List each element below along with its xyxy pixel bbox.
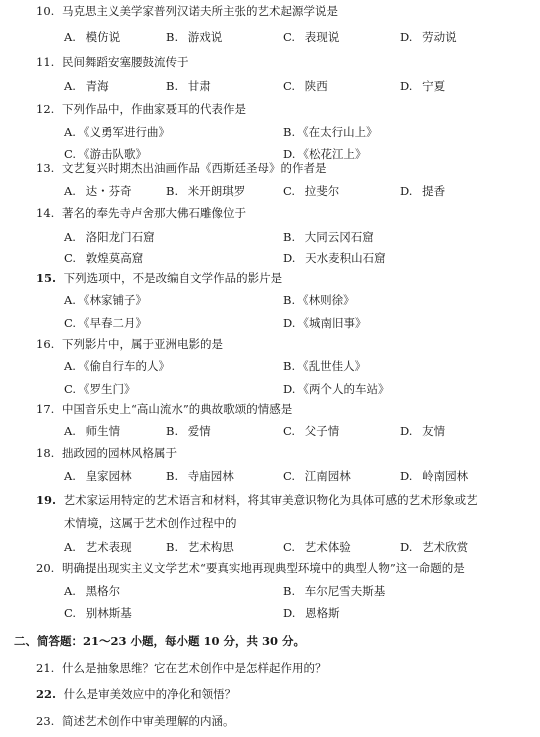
question-number: 15. (36, 271, 57, 285)
question-number: 18. (36, 446, 55, 460)
question-11-stem (36, 57, 188, 69)
option-b: B. 甘肃 (166, 79, 211, 93)
question-text: 术情境，这属于艺术创作过程中的 (64, 516, 237, 530)
question-text: 简述艺术创作中审美理解的内涵。 (61, 714, 235, 728)
question-text: 文艺复兴时期杰出油画作品《西斯廷圣母》的作者是 (61, 161, 327, 175)
option-c: C. 《罗生门》 (64, 382, 136, 396)
question-number: 11. (36, 55, 55, 69)
option-c: C. 艺术体验 (283, 540, 351, 554)
option-a: A. 青海 (64, 79, 109, 93)
question-text: 什么是审美效应中的净化和领悟？ (63, 687, 237, 701)
option-d: D. 提香 (400, 184, 446, 198)
option-d: D. 劳动说 (400, 30, 457, 44)
question-text: 明确提出现实主义文学艺术“要真实地再现典型环境中的典型人物”这一命题的是 (61, 561, 465, 575)
question-10-stem (36, 6, 338, 18)
option-c: C. 江南园林 (283, 469, 351, 483)
option-b: B. 寺庙园林 (166, 469, 234, 483)
question-number: 21. (36, 661, 55, 675)
option-a: A. 《义勇军进行曲》 (64, 125, 170, 139)
question-12-stem (36, 104, 246, 116)
option-d: D. 《城南旧事》 (283, 316, 367, 330)
question-number: 13. (36, 161, 55, 175)
option-c: C. 拉斐尔 (283, 184, 340, 198)
question-text: 什么是抽象思维？它在艺术创作中是怎样起作用的？ (61, 661, 327, 675)
question-number: 14. (36, 206, 55, 220)
question-number: 19. (36, 493, 57, 507)
option-b: B. 米开朗琪罗 (166, 184, 246, 198)
option-a: A. 皇家园林 (64, 469, 132, 483)
question-text: 拙政园的园林风格属于 (61, 446, 177, 460)
option-a: A. 《林家铺子》 (64, 293, 147, 307)
option-a: A. 洛阳龙门石窟 (64, 230, 155, 244)
option-b: B. 爱情 (166, 424, 211, 438)
question-text: 下列影片中，属于亚洲电影的是 (61, 337, 223, 351)
option-d: D. 岭南园林 (400, 469, 469, 483)
question-14-stem (36, 208, 246, 220)
question-18-stem (36, 448, 177, 460)
option-b: B. 《在太行山上》 (283, 125, 378, 139)
option-d: D. 艺术欣赏 (400, 540, 469, 554)
short-answer-22 (36, 689, 236, 701)
option-d: D. 宁夏 (400, 79, 446, 93)
question-number: 10. (36, 4, 55, 18)
section-title: 二、简答题：21～23 小题，每小题 10 分，共 30 分。 (14, 634, 306, 648)
question-19-stem-continued (64, 518, 237, 530)
question-number: 22. (36, 687, 57, 701)
question-text: 下列选项中，不是改编自文学作品的影片是 (63, 271, 283, 285)
question-15-stem (36, 273, 282, 285)
question-number: 20. (36, 561, 55, 575)
short-answer-21 (36, 663, 326, 675)
question-19-stem (36, 495, 478, 507)
question-number: 12. (36, 102, 55, 116)
option-b: B. 游戏说 (166, 30, 223, 44)
question-text: 中国音乐史上“高山流水”的典故歌颂的情感是 (61, 402, 293, 416)
option-d: D. 《松花江上》 (283, 147, 367, 161)
option-c: C. 敦煌莫高窟 (64, 251, 144, 265)
option-c: C. 《游击队歌》 (64, 147, 148, 161)
option-d: D. 天水麦积山石窟 (283, 251, 386, 265)
option-a: A. 艺术表现 (64, 540, 132, 554)
option-b: B. 车尔尼雪夫斯基 (283, 584, 386, 598)
option-a: A. 模仿说 (64, 30, 121, 44)
option-b: B. 《林则徐》 (283, 293, 355, 307)
option-c: C. 别林斯基 (64, 606, 132, 620)
question-17-stem (36, 404, 292, 416)
question-number: 16. (36, 337, 55, 351)
question-text: 民间舞蹈安塞腰鼓流传于 (61, 55, 189, 69)
question-text: 艺术家运用特定的艺术语言和材料，将其审美意识物化为具体可感的艺术形象或艺 (63, 493, 478, 507)
option-a: A. 师生情 (64, 424, 121, 438)
question-text: 下列作品中，作曲家聂耳的代表作是 (61, 102, 246, 116)
option-c: C. 《早春二月》 (64, 316, 148, 330)
question-16-stem (36, 339, 223, 351)
question-text: 马克思主义美学家普列汉诺夫所主张的艺术起源学说是 (61, 4, 338, 18)
option-a: A. 《偷自行车的人》 (64, 359, 170, 373)
question-number: 23. (36, 714, 55, 728)
option-a: A. 达・芬奇 (64, 184, 132, 198)
question-13-stem (36, 163, 326, 175)
short-answer-23 (36, 716, 234, 728)
option-d: D. 恩格斯 (283, 606, 340, 620)
option-a: A. 黑格尔 (64, 584, 121, 598)
question-text: 著名的奉先寺卢舍那大佛石雕像位于 (61, 206, 246, 220)
question-number: 17. (36, 402, 55, 416)
option-b: B. 《乱世佳人》 (283, 359, 367, 373)
option-b: B. 大同云冈石窟 (283, 230, 374, 244)
question-20-stem (36, 563, 465, 575)
option-c: C. 陕西 (283, 79, 328, 93)
option-d: D. 《两个人的车站》 (283, 382, 390, 396)
option-c: C. 表现说 (283, 30, 340, 44)
option-b: B. 艺术构思 (166, 540, 234, 554)
option-d: D. 友情 (400, 424, 446, 438)
option-c: C. 父子情 (283, 424, 340, 438)
